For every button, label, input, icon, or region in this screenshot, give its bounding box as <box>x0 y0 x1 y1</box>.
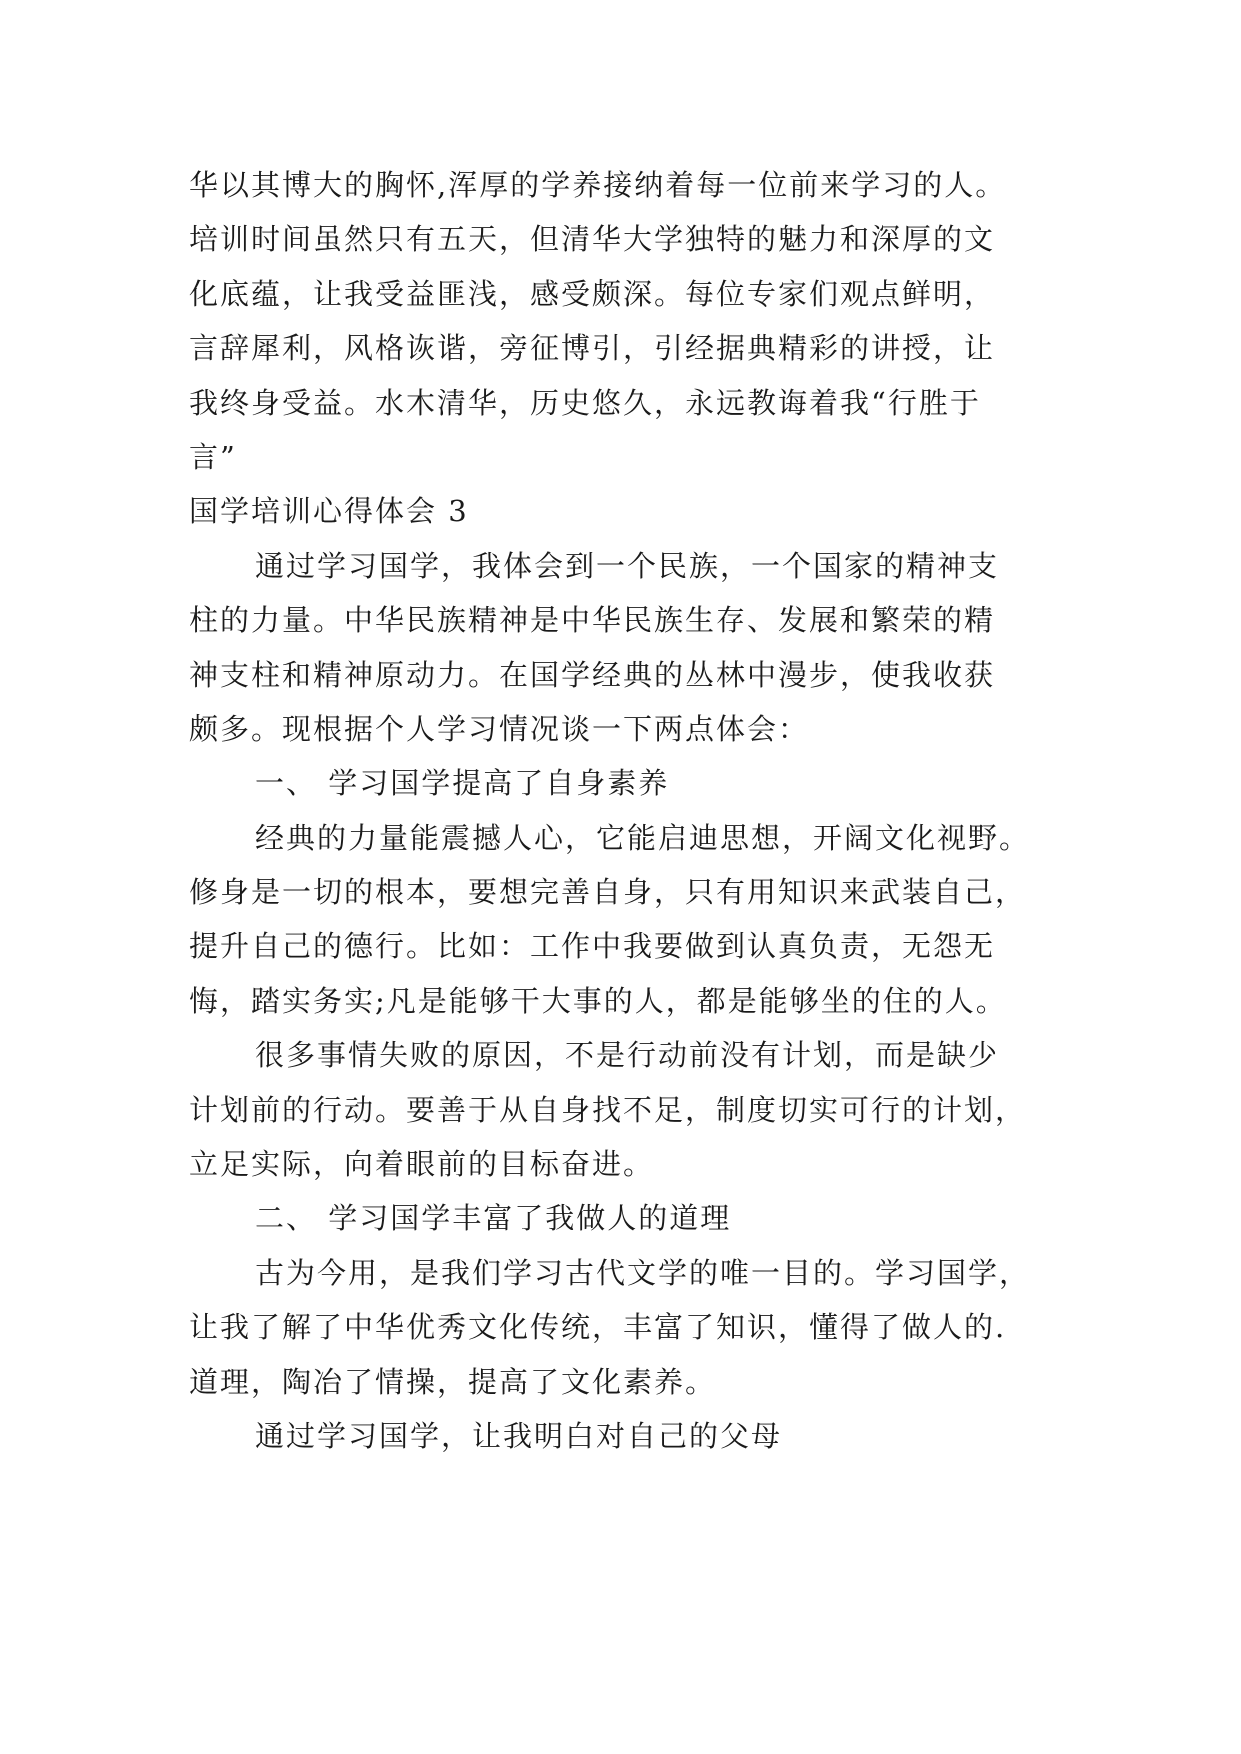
text-line: 通过学习国学，让我明白对自己的父母 <box>255 1418 783 1453</box>
text-line: 化底蕴，让我受益匪浅，感受颇深。每位专家们观点鲜明， <box>189 276 996 311</box>
text-line: 颇多。现根据个人学习情况谈一下两点体会： <box>189 711 810 746</box>
text-line: 很多事情失败的原因，不是行动前没有计划，而是缺少 <box>255 1038 1000 1073</box>
text-line: 神支柱和精神原动力。在国学经典的丛林中漫步，使我收获 <box>189 657 996 692</box>
text-line: 提升自己的德行。比如：工作中我要做到认真负责，无怨无 <box>189 929 996 964</box>
text-line: 通过学习国学，我体会到一个民族，一个国家的精神支 <box>255 548 1000 583</box>
text-line: 经典的力量能震撼人心，它能启迪思想，开阔文化视野。 <box>255 820 1031 855</box>
document-body <box>189 158 1089 1463</box>
subheading: 一、 学习国学提高了自身素养 <box>255 766 670 801</box>
text-line: 悔，踏实务实;凡是能够干大事的人，都是能够坐的住的人。 <box>189 983 1007 1018</box>
text-line: 让我了解了中华优秀文化传统，丰富了知识，懂得了做人的. <box>189 1310 1007 1345</box>
text-line: 培训时间虽然只有五天，但清华大学独特的魅力和深厚的文 <box>189 222 996 257</box>
text-line: 古为今用，是我们学习古代文学的唯一目的。学习国学， <box>255 1255 1031 1290</box>
text-line: 修身是一切的根本，要想完善自身，只有用知识来武装自己， <box>189 875 1027 910</box>
text-line: 柱的力量。中华民族精神是中华民族生存、发展和繁荣的精 <box>189 603 996 638</box>
text-line: 言” <box>189 439 237 474</box>
text-line: 华以其博大的胸怀,浑厚的学养接纳着每一位前来学习的人。 <box>189 168 1007 202</box>
subheading: 二、 学习国学丰富了我做人的道理 <box>255 1201 732 1236</box>
section-heading: 国学培训心得体会 3 <box>189 494 469 529</box>
text-line: 计划前的行动。要善于从自身找不足，制度切实可行的计划， <box>189 1092 1027 1127</box>
text-line: 道理，陶冶了情操，提高了文化素养。 <box>189 1364 717 1399</box>
text-line: 我终身受益。水木清华，历史悠久，永远教诲着我“行胜于 <box>189 385 981 420</box>
text-line: 言辞犀利，风格诙谐，旁征博引，引经据典精彩的讲授，让 <box>189 331 996 366</box>
text-line: 立足实际，向着眼前的目标奋进。 <box>189 1147 655 1182</box>
